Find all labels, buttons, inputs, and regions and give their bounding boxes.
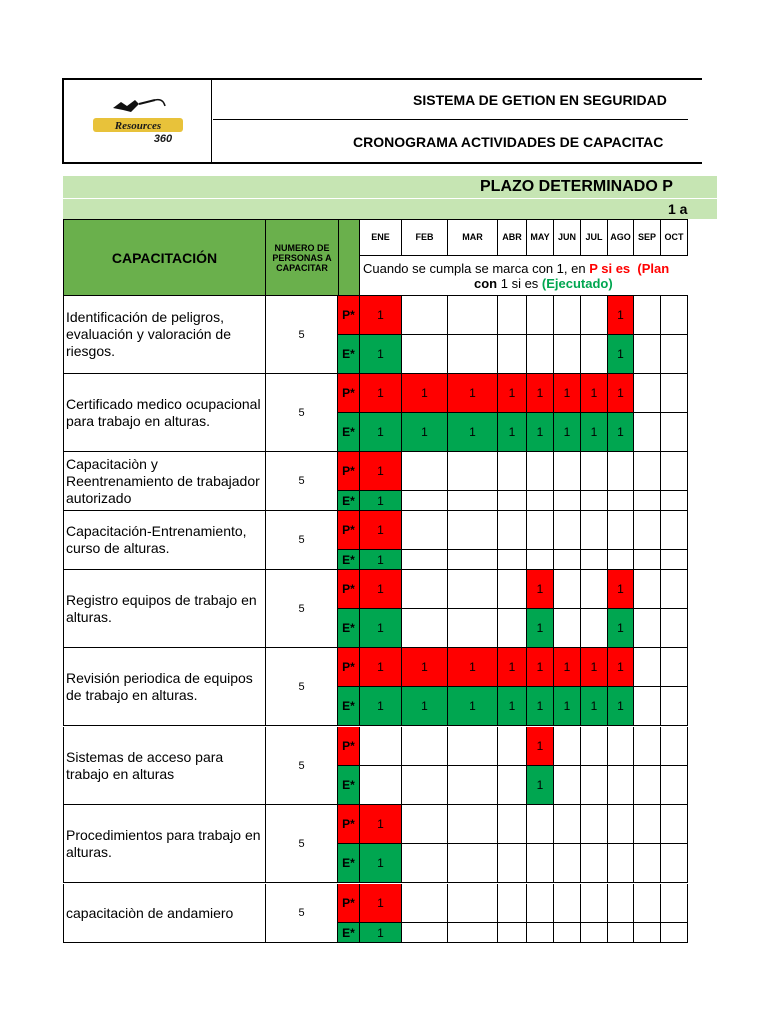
- plan-cell-mar[interactable]: 1: [448, 374, 498, 413]
- plan-cell-oct[interactable]: [661, 374, 688, 413]
- plan-label: P*: [338, 296, 360, 335]
- exec-cell-jul[interactable]: [581, 923, 608, 943]
- exec-cell-abr[interactable]: [498, 923, 527, 943]
- activity-name: Capacitaciòn y Reentrenamiento de trabajador autorizado: [63, 452, 266, 511]
- plan-label: P*: [338, 805, 360, 844]
- header-title-system: SISTEMA DE GETION EN SEGURIDAD: [213, 80, 688, 120]
- plan-cell-may[interactable]: 1: [527, 374, 554, 413]
- plan-cell-sep[interactable]: [634, 452, 661, 491]
- legend-plan-word: (Plan: [637, 261, 670, 276]
- exec-cell-may[interactable]: 1: [527, 609, 554, 648]
- exec-cell-may[interactable]: 1: [527, 766, 554, 805]
- exec-cell-jul[interactable]: [581, 491, 608, 511]
- activity-name: Registro equipos de trabajo en alturas.: [63, 570, 266, 648]
- personas-count: 5: [266, 805, 338, 883]
- plan-cell-feb[interactable]: [402, 452, 448, 491]
- exec-cell-mar[interactable]: [448, 491, 498, 511]
- exec-cell-ene[interactable]: 1: [360, 550, 402, 570]
- exec-cell-ago[interactable]: [608, 923, 634, 943]
- exec-cell-ago[interactable]: 1: [608, 609, 634, 648]
- month-header-feb: FEB: [402, 219, 448, 256]
- plan-cell-ene[interactable]: 1: [360, 648, 402, 687]
- exec-cell-mar[interactable]: [448, 335, 498, 374]
- plan-cell-jul[interactable]: [581, 805, 608, 844]
- exec-cell-feb[interactable]: [402, 923, 448, 943]
- plan-cell-jun[interactable]: [554, 727, 581, 766]
- plan-cell-oct[interactable]: [661, 648, 688, 687]
- exec-cell-abr[interactable]: [498, 766, 527, 805]
- month-header-may: MAY: [527, 219, 554, 256]
- exec-cell-oct[interactable]: [661, 609, 688, 648]
- svg-text:Resources: Resources: [114, 120, 161, 132]
- plan-cell-ago[interactable]: [608, 884, 634, 923]
- personas-count: 5: [266, 296, 338, 374]
- exec-cell-abr[interactable]: [498, 609, 527, 648]
- plan-cell-sep[interactable]: [634, 648, 661, 687]
- capacitacion-header: CAPACITACIÓN: [63, 219, 266, 296]
- exec-cell-mar[interactable]: [448, 844, 498, 883]
- plan-cell-sep[interactable]: [634, 805, 661, 844]
- year-band: [63, 199, 717, 219]
- plan-cell-ene[interactable]: [360, 727, 402, 766]
- exec-cell-sep[interactable]: [634, 844, 661, 883]
- plan-cell-ene[interactable]: 1: [360, 374, 402, 413]
- exec-cell-feb[interactable]: 1: [402, 413, 448, 452]
- exec-cell-sep[interactable]: [634, 766, 661, 805]
- month-header-sep: SEP: [634, 219, 661, 256]
- plan-cell-sep[interactable]: [634, 727, 661, 766]
- exec-cell-oct[interactable]: [661, 687, 688, 726]
- plan-label: P*: [338, 884, 360, 923]
- plan-cell-feb[interactable]: [402, 805, 448, 844]
- plan-cell-may[interactable]: 1: [527, 727, 554, 766]
- exec-cell-abr[interactable]: [498, 844, 527, 883]
- exec-cell-may[interactable]: [527, 335, 554, 374]
- plan-cell-jul[interactable]: 1: [581, 648, 608, 687]
- legend-note: [360, 256, 688, 296]
- plan-cell-ago[interactable]: [608, 805, 634, 844]
- plan-cell-mar[interactable]: [448, 570, 498, 609]
- exec-cell-abr[interactable]: 1: [498, 687, 527, 726]
- exec-cell-oct[interactable]: [661, 550, 688, 570]
- exec-label: E*: [338, 413, 360, 452]
- exec-cell-sep[interactable]: [634, 923, 661, 943]
- exec-cell-feb[interactable]: [402, 550, 448, 570]
- plan-cell-ene[interactable]: 1: [360, 570, 402, 609]
- plan-cell-abr[interactable]: [498, 727, 527, 766]
- plan-cell-oct[interactable]: [661, 884, 688, 923]
- plan-cell-feb[interactable]: [402, 511, 448, 550]
- exec-cell-jul[interactable]: [581, 335, 608, 374]
- exec-label: E*: [338, 923, 360, 943]
- exec-cell-jun[interactable]: 1: [554, 687, 581, 726]
- plan-cell-ene[interactable]: 1: [360, 296, 402, 335]
- exec-cell-mar[interactable]: [448, 766, 498, 805]
- plan-cell-jun[interactable]: [554, 511, 581, 550]
- exec-cell-feb[interactable]: [402, 844, 448, 883]
- exec-cell-oct[interactable]: [661, 923, 688, 943]
- exec-cell-ene[interactable]: [360, 766, 402, 805]
- plan-cell-jun[interactable]: 1: [554, 374, 581, 413]
- plan-cell-abr[interactable]: [498, 511, 527, 550]
- plan-cell-abr[interactable]: 1: [498, 374, 527, 413]
- plan-cell-ago[interactable]: [608, 727, 634, 766]
- plan-cell-jul[interactable]: [581, 511, 608, 550]
- plan-cell-jun[interactable]: 1: [554, 648, 581, 687]
- plan-cell-may[interactable]: [527, 452, 554, 491]
- plan-cell-sep[interactable]: [634, 296, 661, 335]
- plan-cell-feb[interactable]: [402, 570, 448, 609]
- exec-cell-abr[interactable]: [498, 491, 527, 511]
- exec-cell-may[interactable]: 1: [527, 687, 554, 726]
- plan-label: P*: [338, 727, 360, 766]
- plan-label: P*: [338, 511, 360, 550]
- legend-exec-word: (Ejecutado): [541, 276, 613, 291]
- plan-cell-jul[interactable]: [581, 452, 608, 491]
- plan-cell-oct[interactable]: [661, 727, 688, 766]
- exec-cell-jul[interactable]: [581, 609, 608, 648]
- exec-cell-abr[interactable]: [498, 335, 527, 374]
- exec-cell-jun[interactable]: [554, 335, 581, 374]
- month-header-mar: MAR: [448, 219, 498, 256]
- plan-cell-ago[interactable]: 1: [608, 374, 634, 413]
- exec-cell-may[interactable]: [527, 844, 554, 883]
- plan-cell-ene[interactable]: 1: [360, 452, 402, 491]
- activity-name: Sistemas de acceso para trabajo en alturas: [63, 727, 266, 805]
- plan-cell-oct[interactable]: [661, 511, 688, 550]
- personas-count: 5: [266, 511, 338, 570]
- exec-label: E*: [338, 609, 360, 648]
- plan-cell-jul[interactable]: [581, 727, 608, 766]
- exec-cell-abr[interactable]: [498, 550, 527, 570]
- year-label: 1 a: [668, 201, 688, 217]
- plan-cell-oct[interactable]: [661, 452, 688, 491]
- exec-cell-jun[interactable]: [554, 550, 581, 570]
- plan-cell-abr[interactable]: [498, 805, 527, 844]
- exec-cell-may[interactable]: 1: [527, 413, 554, 452]
- exec-cell-ene[interactable]: 1: [360, 923, 402, 943]
- plan-cell-feb[interactable]: [402, 296, 448, 335]
- plan-cell-ene[interactable]: 1: [360, 805, 402, 844]
- exec-cell-mar[interactable]: [448, 609, 498, 648]
- exec-cell-oct[interactable]: [661, 491, 688, 511]
- plan-cell-jun[interactable]: [554, 884, 581, 923]
- exec-cell-mar[interactable]: [448, 550, 498, 570]
- exec-cell-feb[interactable]: [402, 609, 448, 648]
- activity-name: capacitaciòn de andamiero: [63, 884, 266, 943]
- exec-cell-jun[interactable]: [554, 923, 581, 943]
- plan-cell-jul[interactable]: [581, 884, 608, 923]
- plan-cell-ago[interactable]: [608, 511, 634, 550]
- legend-text-1: Cuando se cumpla se marca con 1, en: [363, 261, 590, 276]
- plan-cell-feb[interactable]: [402, 727, 448, 766]
- month-header-ago: AGO: [608, 219, 634, 256]
- exec-cell-sep[interactable]: [634, 687, 661, 726]
- plan-cell-feb[interactable]: [402, 884, 448, 923]
- plan-cell-jul[interactable]: [581, 296, 608, 335]
- exec-label: E*: [338, 766, 360, 805]
- activity-name: Certificado medico ocupacional para trabajo en alturas.: [63, 374, 266, 452]
- personas-count: 5: [266, 452, 338, 511]
- plan-cell-jun[interactable]: [554, 805, 581, 844]
- activity-name: Identificación de peligros, evaluación y valoración de riesgos.: [63, 296, 266, 374]
- exec-cell-jul[interactable]: [581, 766, 608, 805]
- exec-cell-ago[interactable]: 1: [608, 335, 634, 374]
- exec-cell-sep[interactable]: [634, 491, 661, 511]
- plan-cell-ago[interactable]: 1: [608, 296, 634, 335]
- header-title-schedule: CRONOGRAMA ACTIVIDADES DE CAPACITAC: [353, 133, 664, 150]
- activity-name: Capacitación-Entrenamiento, curso de alturas.: [63, 511, 266, 570]
- plan-cell-may[interactable]: [527, 884, 554, 923]
- exec-cell-ago[interactable]: [608, 491, 634, 511]
- activity-name: Procedimientos para trabajo en alturas.: [63, 805, 266, 883]
- plan-cell-feb[interactable]: 1: [402, 648, 448, 687]
- exec-cell-ago[interactable]: 1: [608, 687, 634, 726]
- exec-cell-jul[interactable]: [581, 550, 608, 570]
- exec-cell-sep[interactable]: [634, 609, 661, 648]
- exec-cell-oct[interactable]: [661, 413, 688, 452]
- logo-cell: [64, 80, 212, 162]
- exec-cell-ene[interactable]: 1: [360, 609, 402, 648]
- exec-cell-ene[interactable]: 1: [360, 687, 402, 726]
- plan-cell-jun[interactable]: [554, 570, 581, 609]
- exec-cell-jun[interactable]: [554, 491, 581, 511]
- plan-label: P*: [338, 570, 360, 609]
- exec-cell-may[interactable]: [527, 923, 554, 943]
- exec-cell-oct[interactable]: [661, 766, 688, 805]
- exec-cell-jun[interactable]: [554, 609, 581, 648]
- exec-cell-mar[interactable]: 1: [448, 413, 498, 452]
- plan-cell-mar[interactable]: [448, 884, 498, 923]
- exec-cell-ene[interactable]: 1: [360, 491, 402, 511]
- exec-cell-mar[interactable]: [448, 923, 498, 943]
- exec-cell-ene[interactable]: 1: [360, 413, 402, 452]
- exec-cell-sep[interactable]: [634, 550, 661, 570]
- legend-text-2: 1 si es: [497, 276, 542, 291]
- plan-cell-feb[interactable]: 1: [402, 374, 448, 413]
- plan-cell-ago[interactable]: [608, 452, 634, 491]
- plan-cell-jun[interactable]: [554, 452, 581, 491]
- exec-label: E*: [338, 550, 360, 570]
- personas-count: 5: [266, 727, 338, 805]
- plan-cell-abr[interactable]: 1: [498, 648, 527, 687]
- month-header-ene: ENE: [360, 219, 402, 256]
- plan-label: P*: [338, 648, 360, 687]
- exec-cell-abr[interactable]: 1: [498, 413, 527, 452]
- personas-count: 5: [266, 648, 338, 726]
- plan-cell-may[interactable]: [527, 511, 554, 550]
- month-header-jul: JUL: [581, 219, 608, 256]
- pe-header-spacer: [338, 219, 360, 296]
- plan-label: P*: [338, 374, 360, 413]
- month-header-jun: JUN: [554, 219, 581, 256]
- plan-cell-mar[interactable]: [448, 452, 498, 491]
- exec-cell-ene[interactable]: 1: [360, 844, 402, 883]
- plan-cell-oct[interactable]: [661, 805, 688, 844]
- exec-cell-oct[interactable]: [661, 335, 688, 374]
- plan-cell-may[interactable]: 1: [527, 570, 554, 609]
- plan-cell-mar[interactable]: 1: [448, 648, 498, 687]
- plan-cell-mar[interactable]: [448, 727, 498, 766]
- exec-label: E*: [338, 335, 360, 374]
- exec-cell-jun[interactable]: [554, 844, 581, 883]
- plan-cell-abr[interactable]: [498, 570, 527, 609]
- plan-cell-ago[interactable]: 1: [608, 570, 634, 609]
- exec-cell-jun[interactable]: [554, 766, 581, 805]
- month-header-abr: ABR: [498, 219, 527, 256]
- plan-cell-jul[interactable]: 1: [581, 374, 608, 413]
- exec-cell-ago[interactable]: [608, 766, 634, 805]
- plan-cell-abr[interactable]: [498, 884, 527, 923]
- plan-cell-ene[interactable]: 1: [360, 511, 402, 550]
- exec-cell-may[interactable]: [527, 491, 554, 511]
- svg-text:360: 360: [153, 133, 172, 145]
- plan-cell-may[interactable]: [527, 296, 554, 335]
- exec-cell-mar[interactable]: 1: [448, 687, 498, 726]
- personas-count: 5: [266, 374, 338, 452]
- personas-count: 5: [266, 570, 338, 648]
- plan-cell-abr[interactable]: [498, 296, 527, 335]
- plan-cell-jul[interactable]: [581, 570, 608, 609]
- plan-cell-abr[interactable]: [498, 452, 527, 491]
- plan-cell-sep[interactable]: [634, 570, 661, 609]
- exec-cell-sep[interactable]: [634, 335, 661, 374]
- exec-cell-may[interactable]: [527, 550, 554, 570]
- plan-cell-may[interactable]: 1: [527, 648, 554, 687]
- exec-cell-feb[interactable]: [402, 491, 448, 511]
- exec-cell-feb[interactable]: [402, 335, 448, 374]
- legend-plan-mark: P si es: [589, 261, 631, 276]
- exec-cell-jun[interactable]: 1: [554, 413, 581, 452]
- exec-cell-ago[interactable]: [608, 550, 634, 570]
- plan-cell-may[interactable]: [527, 805, 554, 844]
- personas-header: NUMERO DE PERSONAS A CAPACITAR: [266, 219, 338, 296]
- plan-cell-sep[interactable]: [634, 884, 661, 923]
- personas-count: 5: [266, 884, 338, 943]
- exec-cell-jul[interactable]: 1: [581, 413, 608, 452]
- plan-cell-jun[interactable]: [554, 296, 581, 335]
- plan-cell-mar[interactable]: [448, 511, 498, 550]
- month-header-oct: OCT: [661, 219, 688, 256]
- plan-cell-oct[interactable]: [661, 570, 688, 609]
- exec-cell-jul[interactable]: 1: [581, 687, 608, 726]
- company-logo-icon: [83, 96, 193, 146]
- plan-cell-ene[interactable]: 1: [360, 884, 402, 923]
- exec-cell-ene[interactable]: 1: [360, 335, 402, 374]
- plan-cell-sep[interactable]: [634, 511, 661, 550]
- exec-cell-sep[interactable]: [634, 413, 661, 452]
- legend-con: con: [474, 276, 498, 291]
- plan-cell-mar[interactable]: [448, 805, 498, 844]
- activity-name: Revisión periodica de equipos de trabajo en alturas.: [63, 648, 266, 726]
- exec-label: E*: [338, 687, 360, 726]
- plazo-title: PLAZO DETERMINADO P: [480, 178, 673, 195]
- exec-label: E*: [338, 844, 360, 883]
- exec-cell-feb[interactable]: [402, 766, 448, 805]
- plan-cell-oct[interactable]: [661, 296, 688, 335]
- plan-cell-ago[interactable]: 1: [608, 648, 634, 687]
- exec-label: E*: [338, 491, 360, 511]
- plan-label: P*: [338, 452, 360, 491]
- plan-cell-mar[interactable]: [448, 296, 498, 335]
- exec-cell-feb[interactable]: 1: [402, 687, 448, 726]
- exec-cell-oct[interactable]: [661, 844, 688, 883]
- exec-cell-ago[interactable]: [608, 844, 634, 883]
- plan-cell-sep[interactable]: [634, 374, 661, 413]
- exec-cell-ago[interactable]: 1: [608, 413, 634, 452]
- exec-cell-jul[interactable]: [581, 844, 608, 883]
